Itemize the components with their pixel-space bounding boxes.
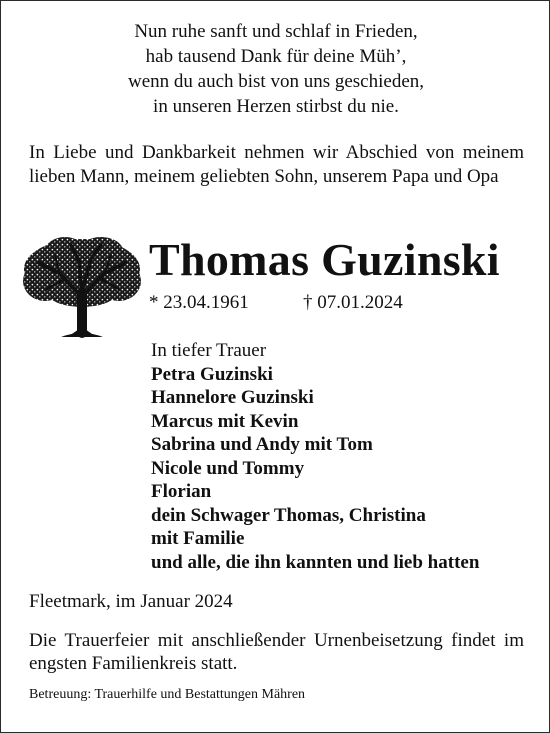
mourner-name: dein Schwager Thomas, Christina	[151, 504, 426, 526]
mourner-name: Florian	[151, 481, 212, 502]
mourners-list	[151, 339, 536, 574]
mourner-name: Hannelore Guzinski	[151, 387, 314, 408]
mourner-name: und alle, die ihn kannten und lieb hatten	[151, 551, 480, 573]
poem-line: Nun ruhe sanft und schlaf in Frieden,	[134, 21, 418, 42]
funeral-home-credit: Betreuung: Trauerhilfe und Bestattungen Mähren	[29, 687, 306, 702]
deceased-name: Thomas Guzinski	[149, 234, 500, 285]
mourner-name: Nicole und Tommy	[151, 457, 305, 479]
birth-date: * 23.04.1961	[149, 292, 249, 313]
poem	[1, 19, 550, 119]
life-dates	[149, 291, 403, 315]
place-date: Fleetmark, im Januar 2024	[29, 591, 233, 612]
death-date: † 07.01.2024	[303, 292, 403, 313]
poem-line: hab tausend Dank für deine Müh’,	[145, 46, 407, 67]
poem-line: wenn du auch bist von uns geschieden,	[127, 71, 425, 92]
mourner-name: Marcus mit Kevin	[151, 410, 299, 432]
mourning-lead: In tiefer Trauer	[151, 340, 267, 361]
mourner-name: Sabrina und Andy mit Tom	[151, 434, 373, 455]
mourner-name: Petra Guzinski	[151, 363, 273, 385]
mourner-name: mit Familie	[151, 528, 245, 549]
intro-text: In Liebe und Dankbarkeit nehmen wir Abschied von meinem lieben Mann, meinem geliebten Sohn, unserem Papa und Opa	[29, 142, 524, 187]
ceremony-notice: Die Trauerfeier mit anschließender Urnenbeisetzung findet im engsten Familienkreis statt.	[29, 630, 524, 674]
poem-line: in unseren Herzen stirbst du nie.	[153, 96, 399, 117]
tree-icon	[21, 233, 143, 341]
